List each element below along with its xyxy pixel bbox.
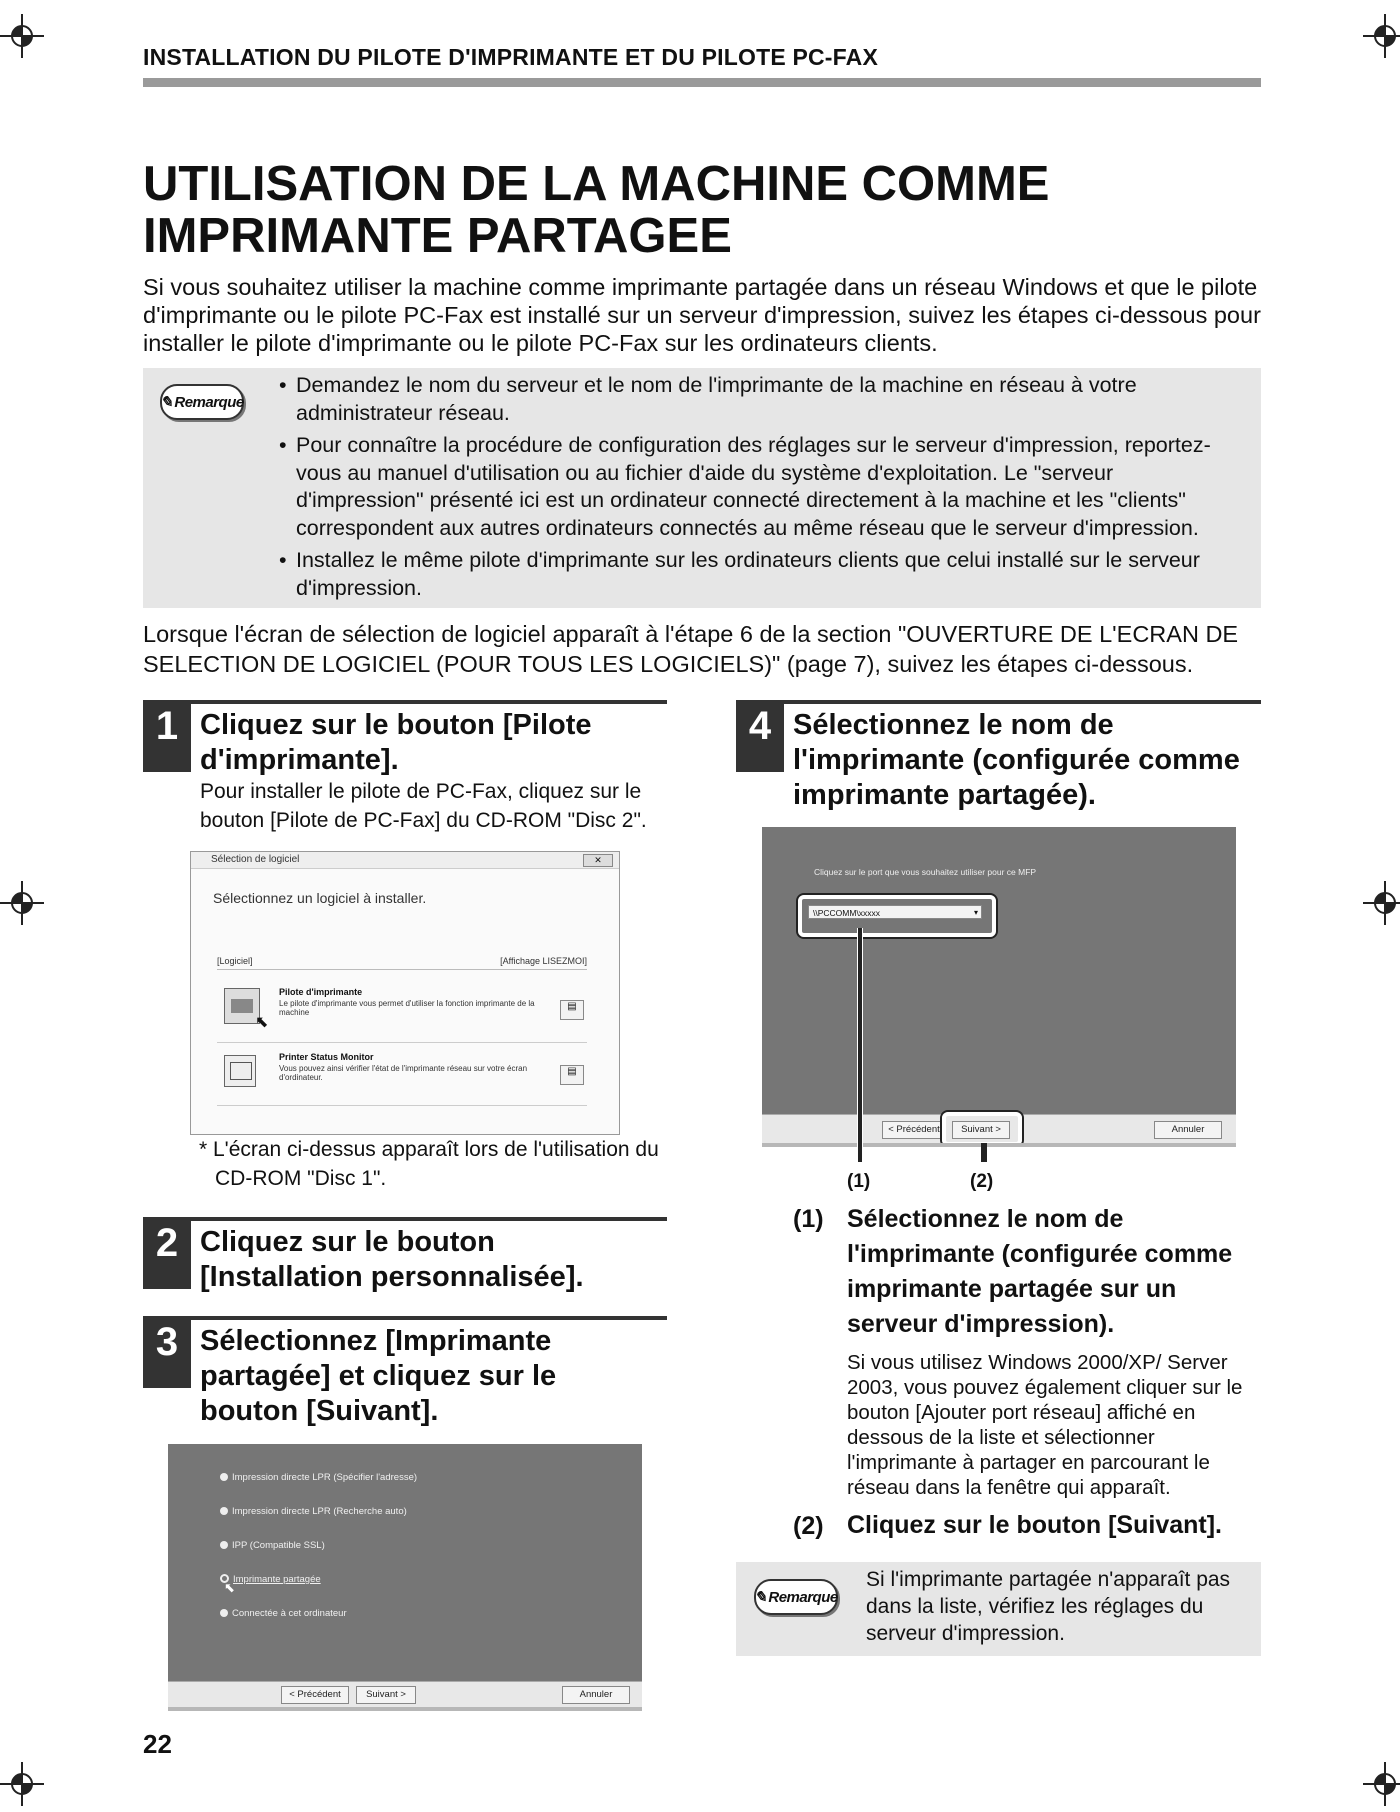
substep-text: Cliquez sur le bouton [Suivant]. — [847, 1511, 1222, 1539]
item-desc: Vous pouvez ainsi vérifier l'état de l'imprimante réseau sur votre écran d'ordinateur. — [279, 1064, 528, 1082]
step-title: Cliquez sur le bouton [Installation personnalisée]. — [200, 1226, 584, 1293]
substep-body: Si vous utilisez Windows 2000/XP/ Server 2003, vous pouvez également cliquer sur le bouton [Ajouter port réseau] affiché en dessous de la liste et sélectionner l'imprimante à partager en parcourant le réseau dans la fenêtre qui apparaît. — [847, 1351, 1243, 1499]
note-box — [143, 368, 1261, 608]
note-box — [736, 1562, 1261, 1656]
pencil-icon: ✎ — [160, 394, 173, 411]
column-label: [Logiciel] — [217, 956, 253, 966]
step-title: Sélectionnez le nom de l'imprimante (configurée comme imprimante partagée). — [793, 709, 1240, 811]
radio-icon — [220, 1473, 228, 1481]
remarque-badge: ✎ Remarque — [160, 384, 244, 420]
step-number: 2 — [143, 1217, 191, 1289]
window-heading: Sélectionnez un logiciel à installer. — [213, 890, 427, 906]
instruction-paragraph: Lorsque l'écran de sélection de logiciel apparaît à l'étape 6 de la section "OUVERTURE DE L'ECRAN DE SELECTION DE LOGICIEL (POUR TOUS LES LOGICIELS)" (page 7), suivez les étapes ci-dessous. — [143, 621, 1239, 677]
divider — [217, 969, 587, 970]
step-number: 4 — [736, 700, 784, 772]
note-item: • Demandez le nom du serveur et le nom de l'imprimante de la machine en réseau à votre administrateur réseau. — [279, 372, 1239, 427]
step-rule — [736, 700, 1261, 704]
radio-icon — [220, 1541, 228, 1549]
substep-text: Sélectionnez le nom de l'imprimante (configurée comme imprimante partagée sur un serveur d'impression). — [847, 1205, 1233, 1338]
port-selection-screenshot — [762, 827, 1236, 1147]
registration-mark-icon — [0, 14, 44, 58]
header-rule — [143, 78, 1261, 87]
radio-option-selected: Imprimante partagée — [220, 1574, 321, 1585]
step-body: Pour installer le pilote de PC-Fax, cliquez sur le bouton [Pilote de PC-Fax] du CD-ROM "Disc 2". — [200, 780, 647, 832]
page-title — [143, 158, 1263, 262]
next-button: Suivant > — [952, 1121, 1010, 1139]
radio-option: Impression directe LPR (Spécifier l'adresse) — [220, 1472, 417, 1483]
remarque-badge: ✎ Remarque — [754, 1579, 838, 1615]
step-rule — [143, 700, 667, 704]
page-title-line: IMPRIMANTE PARTAGEE — [143, 209, 732, 263]
substep-number: (2) — [793, 1512, 824, 1540]
radio-option: Connectée à cet ordinateur — [220, 1608, 347, 1619]
radio-option: IPP (Compatible SSL) — [220, 1540, 325, 1551]
cancel-button: Annuler — [562, 1686, 630, 1704]
callout-label: (1) — [847, 1171, 871, 1192]
button-bar — [168, 1681, 642, 1708]
pencil-icon: ✎ — [754, 1589, 767, 1606]
radio-option: Impression directe LPR (Recherche auto) — [220, 1506, 407, 1517]
cursor-icon: ⬉ — [224, 1580, 235, 1595]
step-title: Cliquez sur le bouton [Pilote d'imprimante]. — [200, 709, 592, 776]
column-label: [Affichage LISEZMOI] — [500, 956, 587, 966]
registration-mark-icon — [1363, 1762, 1400, 1806]
step-rule — [143, 1316, 667, 1320]
back-button: < Précédent — [281, 1686, 349, 1704]
step-number: 1 — [143, 700, 191, 772]
page-number: 22 — [143, 1729, 172, 1759]
radio-icon — [220, 1609, 228, 1617]
registration-mark-icon — [1363, 881, 1400, 925]
readme-icon: ▤ — [560, 1000, 584, 1020]
substep-number: (1) — [793, 1205, 824, 1233]
cursor-icon: ⬉ — [255, 1014, 269, 1031]
registration-mark-icon — [0, 881, 44, 925]
close-icon: ✕ — [583, 854, 613, 867]
next-button: Suivant > — [356, 1686, 416, 1704]
printer-connection-screenshot — [168, 1444, 642, 1711]
divider — [217, 1042, 587, 1043]
note-item: • Pour connaître la procédure de configuration des réglages sur le serveur d'impression, reportez-vous au manuel d'utilisation ou au fichier d'aide du système d'exploitation. Le "serveur d'impression" présenté ici est un ordinateur connecté directement à la machine et les "clients" correspondent aux autres ordinateurs connectés au même réseau que le serveur d'impression. — [279, 432, 1239, 542]
radio-icon — [220, 1507, 228, 1515]
cancel-button: Annuler — [1154, 1121, 1222, 1139]
note-list — [279, 372, 1239, 607]
readme-icon: ▤ — [560, 1065, 584, 1085]
step-rule — [143, 1217, 667, 1221]
back-button: < Précédent — [882, 1121, 946, 1139]
callout-label: (2) — [970, 1171, 994, 1192]
item-title: Pilote d'imprimante — [279, 987, 363, 997]
note-text: Si l'imprimante partagée n'apparaît pas dans la liste, vérifiez les réglages du serveur d'impression. — [866, 1568, 1231, 1645]
registration-mark-icon — [0, 1762, 44, 1806]
step-title: Sélectionnez [Imprimante partagée] et cliquez sur le bouton [Suivant]. — [200, 1325, 557, 1427]
note-item: • Installez le même pilote d'imprimante sur les ordinateurs clients que celui installé sur le serveur d'impression. — [279, 547, 1239, 602]
footnote: * L'écran ci-dessus apparaît lors de l'utilisation du CD-ROM "Disc 1". — [199, 1138, 659, 1190]
section-header: INSTALLATION DU PILOTE D'IMPRIMANTE ET DU PILOTE PC-FAX — [143, 44, 878, 70]
page-title-line: UTILISATION DE LA MACHINE COMME — [143, 157, 1050, 211]
port-combo: \\PCCOMM\xxxxx ▾ — [808, 905, 982, 919]
software-selection-screenshot — [190, 851, 620, 1135]
callout-line — [857, 928, 863, 1162]
item-desc: Le pilote d'imprimante vous permet d'utiliser la fonction imprimante de la machine — [279, 999, 535, 1017]
item-title: Printer Status Monitor — [279, 1052, 374, 1062]
registration-mark-icon — [1363, 14, 1400, 58]
step-number: 3 — [143, 1316, 191, 1388]
next-highlight — [942, 1112, 1022, 1146]
chevron-down-icon: ▾ — [973, 908, 978, 917]
divider — [217, 1105, 587, 1106]
monitor-icon — [224, 1055, 256, 1087]
intro-paragraph: Si vous souhaitez utiliser la machine comme imprimante partagée dans un réseau Windows et que le pilote d'imprimante ou le pilote PC-Fax est installé sur un serveur d'impression, suivez les étapes ci-dessous pour installer le pilote d'imprimante ou le pilote PC-Fax sur les ordinateurs clients. — [143, 274, 1261, 356]
window-titlebar: Sélection de logiciel — [191, 852, 619, 869]
callout-line — [981, 1143, 987, 1162]
screen-prompt: Cliquez sur le port que vous souhaitez utiliser pour ce MFP — [814, 867, 1037, 877]
